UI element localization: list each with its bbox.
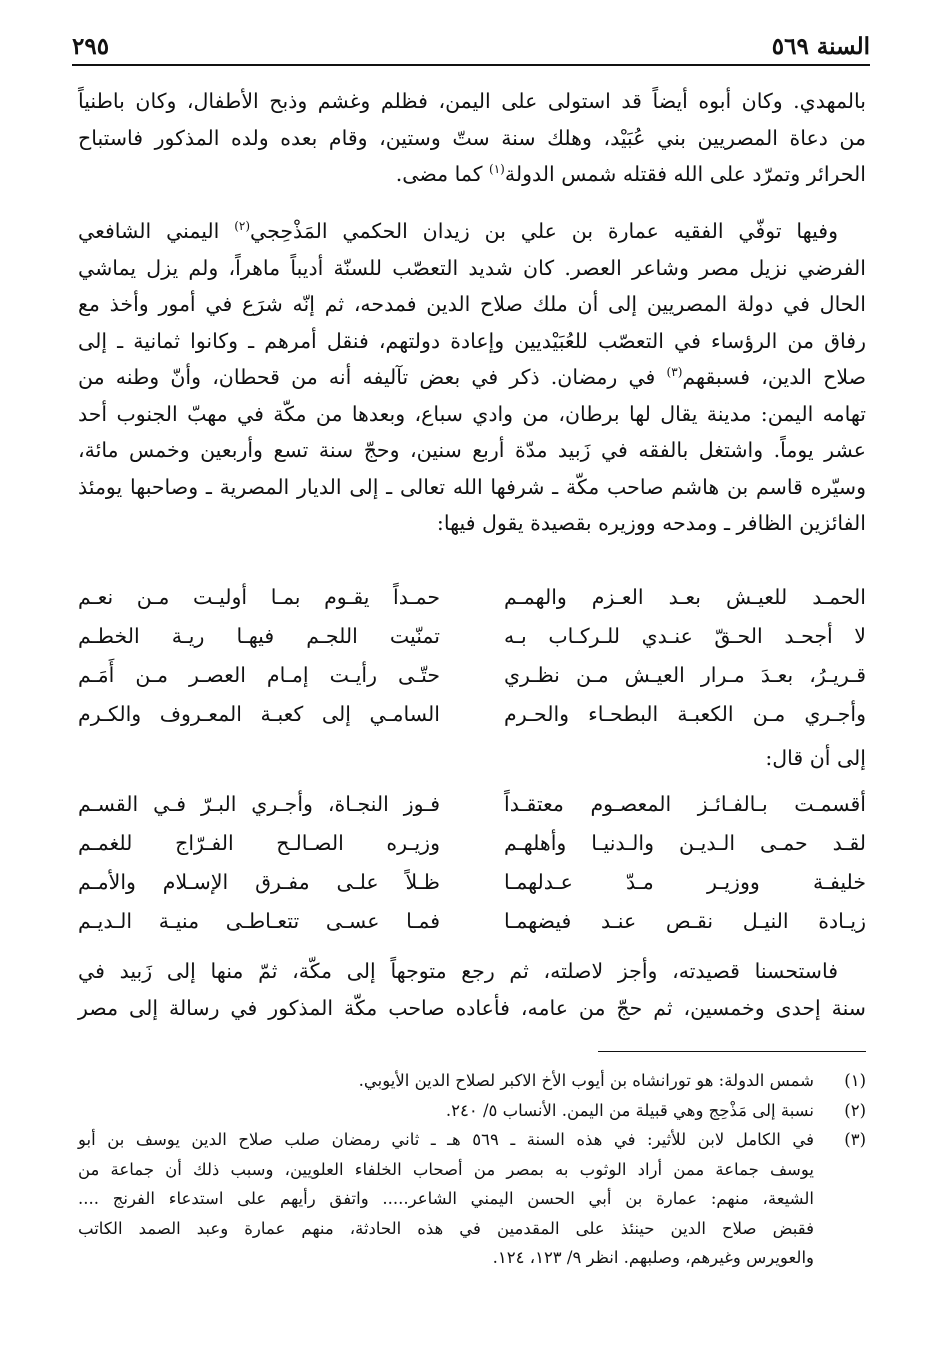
text-line: الحال في دولة المصريين إلى أن ملك صلاح الدين فمدحه، ثم إنّه شرَع في أمور وأخذ مع <box>78 292 866 316</box>
verse-second-hemistich: وزيـره الصـالـح الفـرّاج للغمـم <box>78 831 440 855</box>
paragraph-1 <box>78 83 866 193</box>
footnote-line: شمس الدولة: هو تورانشاه بن أيوب الأخ الاكبر لصلاح الدين الأيوبي. <box>358 1071 814 1090</box>
poem-block-2 <box>78 785 866 941</box>
footnote-line: فقبض صلاح الدين حينئذ على المقدمين في هذه الحادثة، منهم عمارة وعبد الصمد الكاتب <box>78 1218 814 1238</box>
footnote-divider <box>598 1051 866 1052</box>
footnote-number: (١) <box>844 1071 866 1090</box>
verse-second-hemistich: فمـا عسـى تتعـاطـى منيـة الـديـم <box>78 909 440 933</box>
footnote-number: (٣) <box>844 1130 866 1149</box>
footnote-line: نسبة إلى مَذْحِج وهي قبيلة من اليمن. الأنساب ٥/ ٢٤٠. <box>445 1100 814 1120</box>
text-line: من دعاة المصريين بني عُبَيْد، وهلك سنة ستّ وستين، وقام بعده ولده المذكور فاستباح <box>78 125 866 150</box>
text-fragment: اليمني الشافعي <box>78 219 220 243</box>
verse-first-hemistich: الحمـد للعيـش بعـد العـزم والهمـم <box>504 585 866 609</box>
verse-second-hemistich: حمـداً يقـوم بمـا أوليـت مـن نعـم <box>78 585 440 609</box>
footnote-line: في الكامل لابن للأثير: في هذه السنة ـ ٥٦٩ هـ ـ ثاني رمضان صلب صلاح الدين يوسف بن أبو <box>78 1130 814 1149</box>
text-line: عشر يوماً. واشتغل بالفقه في زَبيد مدّة أربع سنين، وحجّ سنة تسع وأربعين وخمس مائة، <box>78 438 866 462</box>
verse-first-hemistich: زيـادة النيـل نقـص عنـد فيضهمـا <box>504 909 866 933</box>
text-line: وسيّره قاسم بن هاشم صاحب مكّة ـ شرفها الله تعالى ـ إلى الديار المصرية ـ وصاحبها يومئذ <box>78 474 866 499</box>
paragraph-2 <box>78 213 866 542</box>
verse <box>78 785 866 824</box>
text-fragment: كما مضى. <box>395 162 483 186</box>
footnote-3 <box>78 1125 866 1273</box>
footnote-text <box>78 1125 814 1273</box>
verse-first-hemistich: خليفـة ووزيـر مـدّ عـدلهمـا <box>504 870 866 894</box>
poem-transition: إلى أن قال: <box>765 746 866 770</box>
footnote-ref-1[interactable]: (١) <box>489 162 505 176</box>
verse-first-hemistich: لقـد حمـى الـديـن والـدنيـا وأهلهـم <box>504 831 866 855</box>
verse-first-hemistich: أقسمـت بـالفـائـز المعصـوم معتقـداً <box>504 792 866 816</box>
text-line <box>78 213 866 250</box>
verse-first-hemistich: وأجـري مـن الكعبـة البطحـاء والحـرم <box>504 702 866 726</box>
footnote-1 <box>78 1066 866 1096</box>
text-fragment: الحرائر وتمرّد على الله فقتله شمس الدولة <box>504 162 866 186</box>
footnote-line: والعويرس وغيرهم، وصلبهم. انظر ٩/ ١٢٣، ١٢٤. <box>492 1248 814 1267</box>
verse <box>78 617 866 656</box>
text-line: سنة إحدى وخمسين، ثم حجّ من عامه، فأعاده صاحب مكّة المذكور في رسالة إلى مصر <box>78 995 866 1020</box>
verse <box>78 695 866 734</box>
verse-second-hemistich: تمنّيت اللجـم فيهـا ريـة الخطـم <box>78 624 440 648</box>
verse-second-hemistich: السامـي إلى كعبـة المعـروف والكـرم <box>78 702 440 726</box>
running-title: السنة ٥٦٩ <box>771 33 870 60</box>
verse-second-hemistich: فـوز النجـاة، وأجـري البـرّ فـي القسـم <box>78 792 440 816</box>
text-fragment: في رمضان. ذكر في بعض تآليفه أنه من قحطان، وأنّ وطنه من <box>78 365 656 389</box>
footnote-line: يوسف جماعة ممن أراد الوثوب به بمصر من أصحاب الخلفاء العلويين، وسبب ذلك أن جماعة من <box>78 1159 814 1179</box>
text-line: الفرضي نزيل مصر وشاعر العصر. كان شديد التعصّب للسنّة أديباً ماهراً، ولم يزل يماشي <box>78 255 866 280</box>
text-fragment: وفيها توفّي الفقيه عمارة بن علي بن زيدان الحكمي المَذْحِجي <box>250 219 838 243</box>
text-line: بالمهدي. وكان أبوه أيضاً قد استولى على اليمن، فظلم وغشم وذبح الأطفال، وكان باطنياً <box>78 89 866 113</box>
footnote-number: (٢) <box>844 1100 866 1120</box>
text-fragment: صلاح الدين، فسبقهم <box>682 365 866 389</box>
verse-first-hemistich: قـريـرُ، بعـدَ مـرار العيـش مـن نظـري <box>504 663 866 687</box>
verse-second-hemistich: ظـلاً علـى مفـرق الإسـلام والأمـم <box>78 870 440 894</box>
verse <box>78 578 866 617</box>
verse <box>78 863 866 902</box>
text-line: فاستحسنا قصيدته، وأجز لاصلته، ثم رجع متوجهاً إلى مكّة، ثمّ منها إلى زَبيد في <box>78 959 838 983</box>
page-number: ٢٩٥ <box>72 33 110 60</box>
footnote-2 <box>78 1096 866 1126</box>
text-line: تهامه اليمن: مدينة يقال لها برطان، من وادي سباع، وبعدها من مكّة في مهبّ الجنوب أحد <box>78 401 866 426</box>
poem-block-1 <box>78 578 866 734</box>
footnote-text <box>78 1066 814 1096</box>
verse-first-hemistich: لا أجحـد الحـقّ عنـدي للـركـاب بـه <box>504 624 866 648</box>
footnote-ref-3[interactable]: (٣) <box>666 365 683 379</box>
footnote-ref-2[interactable]: (٢) <box>234 219 251 233</box>
paragraph-3 <box>78 953 866 1026</box>
footnote-line: الشيعة، منهم: عمارة بن أبي الحسن اليمني الشاعر..... واتفق رأيهم على استدعاء الفرنج .... <box>78 1189 814 1208</box>
footnote-text <box>78 1096 814 1126</box>
verse <box>78 902 866 941</box>
text-line: الفائزين الظافر ـ ومدحه ووزيره بقصيدة يقول فيها: <box>436 511 866 535</box>
verse-second-hemistich: حتّـى رأيـت إمـام العصـر مـن أَمَـم <box>78 663 440 687</box>
page-header <box>72 30 870 66</box>
verse <box>78 656 866 695</box>
text-line <box>78 156 866 193</box>
text-line: رفاق من الرؤساء في التعصّب للعُبَيْديين وإعادة دولتهم، فنقل أمرهم ـ وكانوا ثمانية ـ إلى <box>78 328 866 353</box>
verse <box>78 824 866 863</box>
footnotes <box>78 1066 866 1273</box>
text-line <box>78 359 866 396</box>
